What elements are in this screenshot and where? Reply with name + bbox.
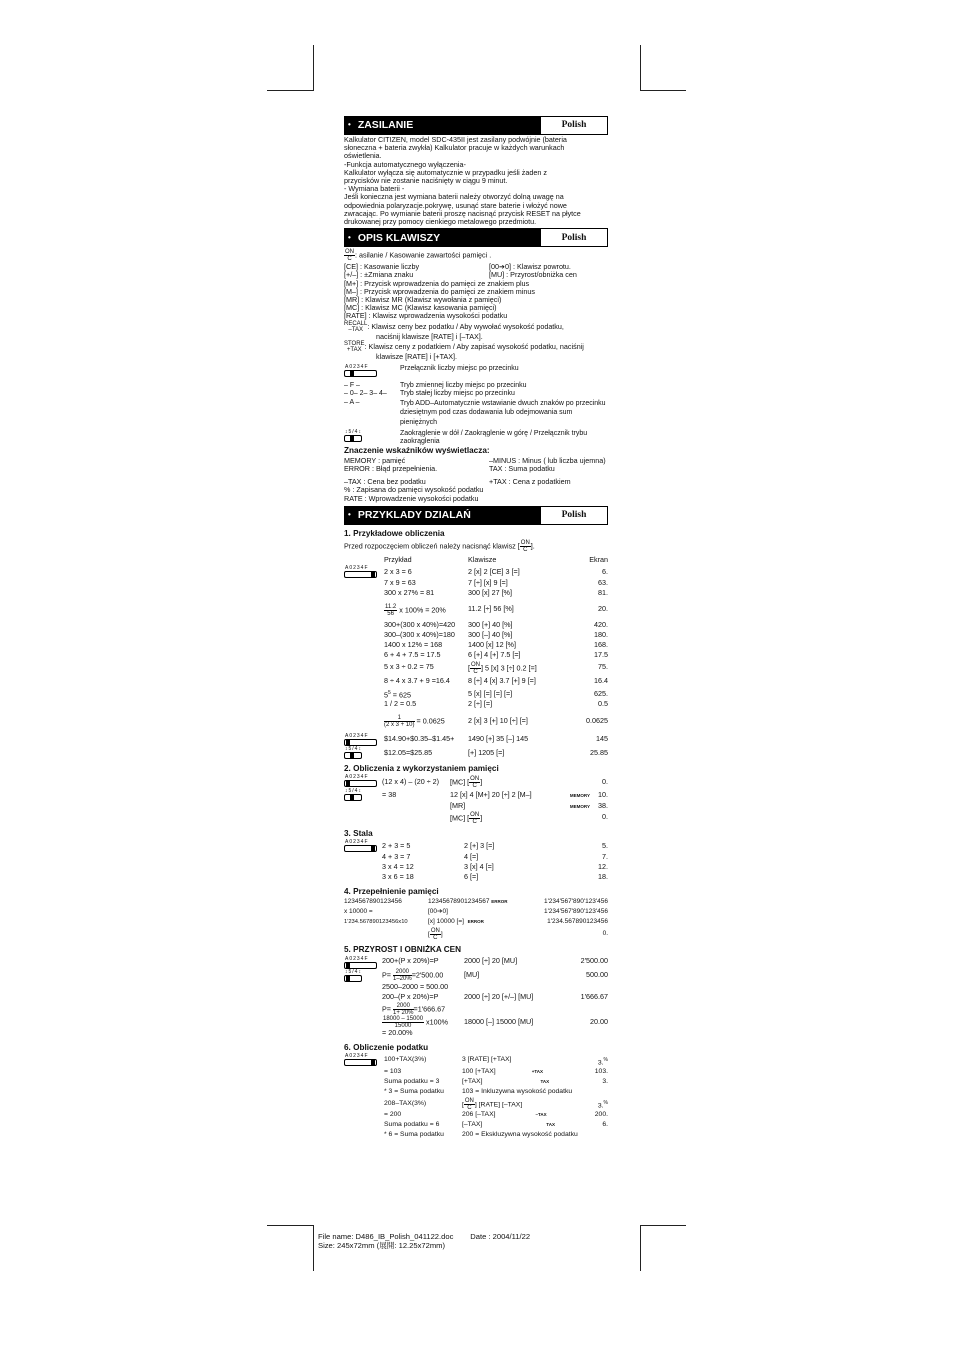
- display: 0.: [602, 929, 608, 937]
- keys: 200 = Ekskluzywna wysokość podatku: [462, 1131, 578, 1139]
- example: [384, 715, 468, 728]
- text: –MINUS : Minus ( lub liczba ujemna): [489, 455, 606, 465]
- section-header-opis: • OPIS KLAWISZY Polish: [344, 228, 608, 247]
- round-switch-icon: ↕5/4↕: [344, 789, 376, 800]
- text-line: % : Zapisana do pamięci wysokość podatku: [344, 485, 484, 495]
- display: 5.: [602, 840, 608, 850]
- text-line: zwracając. Po wymianie baterii proszę nacisnąć przycisk RESET na płytce: [344, 208, 581, 218]
- display: 500.00: [586, 969, 608, 979]
- display: 6.: [602, 566, 608, 576]
- fraction: [384, 604, 397, 617]
- fraction: [384, 715, 415, 728]
- example: 2 x 3 = 6: [384, 566, 412, 576]
- example: Suma podatku = 3: [384, 1078, 440, 1086]
- tax-indicator: TAX: [540, 1079, 550, 1085]
- subsection-title: 5. PRZYROST I OBNIŻKA CEN: [344, 945, 462, 955]
- example: P= $\frac{2000}{1-20\%}$ =2'500.00: [382, 969, 444, 983]
- display: 1'234'567'890'123'456: [543, 898, 608, 906]
- text-line: oświetlenia.: [344, 151, 382, 161]
- decimal-switch-icon: A0234F: [344, 840, 376, 851]
- keys: 300 [x] 27 [%]: [468, 588, 512, 598]
- display: 0.: [602, 776, 608, 786]
- text: 3.: [597, 1058, 604, 1066]
- decimal-switch-icon: A0234F: [344, 957, 376, 968]
- display: 3.: [602, 1078, 608, 1086]
- text: 206 [–TAX]: [462, 1111, 496, 1119]
- on-c-key-icon: $\frac{ON}{C}$: [520, 540, 530, 553]
- text: – 0– 2– 3– 4–: [344, 390, 387, 398]
- denominator: 56: [387, 610, 394, 617]
- decimal-switch-icon: A0234F: [344, 775, 376, 786]
- example: = 20.00%: [382, 1028, 413, 1038]
- text: : asilanie / Kasowanie zawartości pamięci .: [355, 250, 492, 260]
- example: 2500–2000 = 500.00: [382, 982, 449, 992]
- text-line: [MC] : Klawisz MC (Klawisz kasowania pamięci): [344, 303, 497, 313]
- display: 3.%: [597, 1100, 608, 1110]
- keys: 1490 [+] 35 [–] 145: [468, 734, 529, 744]
- power-text: [344, 136, 608, 226]
- text: MEMORY : pamięć: [344, 455, 406, 465]
- example: $\frac{18000 - 15000}{15000}$ x100%: [383, 1016, 449, 1030]
- text-line: -Funkcja automatycznego wyłączenia-: [344, 159, 466, 169]
- language-label: Polish: [540, 506, 608, 525]
- decimal-switch-icon: A0234F: [344, 1054, 376, 1065]
- example: 6 + 4 + 7.5 = 17.5: [384, 650, 441, 660]
- crop-mark: [267, 90, 313, 91]
- keys: 3 [RATE] [+TAX]: [462, 1056, 512, 1064]
- text-line: - Wymiana baterii -: [344, 184, 405, 194]
- text: [CE] : Kasowanie liczby: [344, 262, 420, 272]
- display: 6.: [602, 1121, 608, 1129]
- examples-table-1: [344, 556, 608, 760]
- keys: [428, 918, 512, 928]
- crop-mark: [640, 90, 686, 91]
- examples-table-2: [344, 775, 608, 824]
- display: 0.: [602, 812, 608, 822]
- intro-line: Przed rozpoczęciem obliczeń należy nacisnąć klawisz [ $\frac{ON}{C}$ ].: [344, 540, 535, 553]
- text: +TAX : Cena z podatkiem: [489, 477, 571, 487]
- keys: [462, 1078, 582, 1088]
- text: 3.: [597, 1102, 604, 1110]
- keys: 6 [=]: [464, 872, 479, 882]
- example: 1400 x 12% = 168: [384, 640, 443, 650]
- display: 7.: [602, 852, 608, 862]
- keys: [MR]: [450, 800, 466, 810]
- keys: 7 [÷] [x] 9 [=]: [468, 578, 508, 588]
- keys: [ $\frac{ON}{C}$ ] 5 [x] 3 [÷] 0.2 [=]: [468, 661, 537, 675]
- display: [550, 802, 608, 812]
- exponent: 5: [388, 690, 391, 697]
- text-line: Jeśli konieczna jest wymiana baterii należy otworzyć dolną uwagę na: [344, 192, 564, 202]
- display: 1'666.67: [580, 992, 608, 1002]
- decimal-switch-desc: [344, 365, 608, 379]
- text-line: odpowiednia polaryzacje.pokrywę, usunąć stare baterie i włożyć nowe: [344, 200, 567, 210]
- keys: [ $\frac{ON}{C}$ ] [RATE] [–TAX]: [462, 1098, 523, 1112]
- minus-tax-indicator: –TAX: [535, 1112, 547, 1118]
- example: 300 x 27% = 81: [384, 588, 435, 598]
- examples-table-3: [344, 840, 608, 883]
- subsection-title: 6. Obliczenie podatku: [344, 1043, 429, 1053]
- keys: [ $\frac{ON}{C}$ ]: [428, 928, 443, 942]
- text: [MU] : Przyrost/obniżka cen: [489, 270, 577, 280]
- text-line: słoneczna + bateria zwykła) Kalkulator pracuje w każdych warunkach: [344, 143, 565, 153]
- text: Przed rozpoczęciem obliczeń należy nacisnąć klawisz [: [344, 541, 520, 551]
- text: x 100% = 20%: [399, 605, 446, 615]
- decimal-switch-icon: A0234F: [344, 365, 376, 376]
- keys: [MC] [ $\frac{ON}{C}$ ]: [450, 811, 483, 825]
- display: 145: [596, 734, 608, 744]
- keys: 6 [+] 4 [+] 7.5 [=]: [468, 650, 521, 660]
- decimal-switch-icon: A0234F: [344, 734, 376, 745]
- file-name: File name: D486_IB_Polish_041122.doc: [318, 1232, 454, 1241]
- display: 20.00: [590, 1016, 608, 1026]
- recall-key-icon: RECALL –TAX: [344, 320, 368, 333]
- manual-page: [344, 114, 608, 1141]
- display: 63.: [598, 578, 608, 588]
- example: 5 x 3 ÷ 0.2 = 75: [384, 662, 434, 672]
- display: [550, 791, 608, 801]
- keys: 2 [x] 2 [CE] 3 [=]: [468, 566, 520, 576]
- example: 1'234.5678901234​56x10: [344, 919, 408, 926]
- tax-indicator: TAX: [546, 1122, 555, 1128]
- example: 2 + 3 = 5: [382, 840, 411, 850]
- text: [MC] [: [450, 813, 470, 823]
- text: : Klawisz ceny bez podatku / Aby wywołać wysokość podatku,: [367, 321, 564, 331]
- keys: 2000 [÷] 20 [+/–] [MU]: [464, 992, 534, 1002]
- keys: [MC] [ $\frac{ON}{C}$ ]: [450, 776, 483, 790]
- round-switch-icon: ↕5/4↕: [344, 430, 376, 441]
- example: 100+TAX(3%): [384, 1056, 427, 1064]
- text: ERROR : Błąd przepełnienia.: [344, 463, 438, 473]
- section-title: OPIS KLAWISZY: [357, 231, 441, 244]
- on-c-key-icon: $\frac{ON}{C}$: [470, 776, 480, 790]
- denominator: (2 x 3 + 10): [384, 722, 415, 729]
- keys: [+] 1205 [=]: [468, 747, 505, 757]
- crop-mark: [313, 45, 314, 91]
- text-line: Kalkulator CITIZEN, model SDC-435II jest zasilany podwójnie (bateria: [344, 135, 567, 144]
- on-c-key-icon: $\frac{ON}{C}$: [471, 661, 480, 675]
- text: x100%: [426, 1017, 449, 1027]
- on-c-key-icon: $\frac{ON}{C}$: [470, 811, 480, 825]
- crop-mark: [267, 1225, 313, 1226]
- example: 3 x 6 = 18: [382, 872, 414, 882]
- examples-table-4: [344, 898, 608, 941]
- example: 208–TAX(3%): [384, 1099, 427, 1107]
- key-descriptions: [344, 249, 608, 503]
- text: [–TAX]: [462, 1121, 483, 1129]
- text: [00➔0] : Klawisz powrotu.: [489, 262, 571, 272]
- example: * 6 = Suma podatku: [384, 1131, 444, 1139]
- text: =2'500.00: [411, 970, 444, 980]
- example: 7 x 9 = 63: [384, 578, 416, 588]
- text-line: klawisze [RATE] i [+TAX].: [376, 351, 458, 361]
- text: [: [428, 931, 430, 939]
- display: 200.: [594, 1111, 608, 1119]
- memory-indicator: MEMORY: [569, 792, 590, 798]
- text: 100 [+TAX]: [462, 1068, 496, 1076]
- crop-mark: [640, 45, 641, 91]
- text-line: [M–] : Przycisk wprowadzenia do pamięci ze znakiem minus: [344, 286, 535, 296]
- decimal-switch-icon: A0234F: [344, 566, 376, 577]
- mode-f: [344, 382, 608, 390]
- text: [+TAX]: [462, 1078, 483, 1086]
- round-switch-icon: ↕5/4↕: [344, 970, 376, 981]
- example: Suma podatku = 6: [384, 1121, 440, 1129]
- date: Date : 2004/11/22: [470, 1232, 531, 1241]
- example: 200–(P x 20%)=P: [382, 992, 439, 1002]
- example: 300–(300 x 40%)=180: [384, 630, 455, 640]
- text: 12345678901234567: [428, 898, 490, 906]
- example: 1 / 2 = 0.5: [384, 698, 417, 708]
- crop-mark: [640, 1225, 641, 1271]
- example: $5^5 = 625$: [384, 690, 411, 700]
- text: 5 [x] 3 [÷] 0.2 [=]: [485, 663, 537, 673]
- round-switch-icon: ↕5/4↕: [344, 747, 376, 758]
- text: = 0.0625: [416, 716, 445, 726]
- example: = 38: [382, 789, 397, 799]
- display: 420.: [594, 620, 608, 630]
- keys: 2 [÷] [=]: [468, 698, 493, 708]
- column-header: Ekran: [589, 555, 608, 564]
- example: = 200: [384, 1111, 402, 1119]
- keys: 4 [=]: [464, 852, 479, 862]
- text: Zaokrąglenie w dół / Zaokrąglenie w górę / Przełącznik trybu zaokrąglenia: [400, 430, 588, 446]
- display: 18.: [598, 872, 608, 882]
- example: 4 + 3 = 7: [382, 852, 411, 862]
- text-line: [MR] : Klawisz MR (Klawisz wywołania z pamięci): [344, 295, 502, 305]
- display: 75.: [598, 662, 608, 672]
- display: 0.0625: [586, 715, 608, 725]
- store-key-icon: STORE +TAX: [344, 340, 365, 353]
- example: 1234567890123456: [344, 898, 402, 906]
- display: 2'500.00: [580, 956, 608, 966]
- display: 3.%: [597, 1056, 608, 1066]
- section-header-przyklady: • PRZYKLADY DZIALAŃ Polish: [344, 506, 608, 525]
- example: 8 ÷ 4 x 3.7 + 9 =16.4: [384, 676, 450, 686]
- keys: 103 = Inkluzywna wysokość podatku: [462, 1088, 573, 1096]
- text-line: [RATE] : Klawisz wprowadzenia wysokości podatku: [344, 311, 508, 321]
- text: [RATE] [–TAX]: [478, 1101, 523, 1109]
- display: 625.: [594, 688, 608, 698]
- display: 180.: [594, 630, 608, 640]
- display: 1'234.5678901234​56: [547, 918, 608, 926]
- section-title: ZASILANIE: [357, 119, 414, 132]
- section-title: PRZYKLADY DZIALAŃ: [357, 509, 471, 522]
- column-header: Przykład: [384, 555, 412, 564]
- on-c-key-icon: $\frac{ON}{C}$: [464, 1098, 474, 1112]
- display: 17.5: [594, 650, 608, 660]
- error-indicator: ERROR: [467, 919, 484, 925]
- display: 25.85: [590, 747, 608, 757]
- keys: [462, 1068, 582, 1078]
- indicator-title: Znaczenie wskaźników wyświetlacza:: [344, 445, 490, 455]
- keys: [462, 1121, 582, 1131]
- text: =1'666.67: [413, 1004, 446, 1014]
- examples-table-6: [344, 1054, 608, 1141]
- example: [382, 813, 450, 823]
- text: – A –: [344, 398, 360, 406]
- text: [+/–] : ±Zmiana znaku: [344, 270, 414, 280]
- display: 81.: [598, 588, 608, 598]
- plus-tax-indicator: +TAX: [531, 1069, 543, 1075]
- keys: 8 [÷] 4 [x] 3.7 [+] 9 [=]: [468, 676, 536, 686]
- recall-line: [344, 321, 608, 333]
- example: = 103: [384, 1068, 402, 1076]
- size: Size: 245x72mm (展開: 12.25x72mm): [318, 1241, 446, 1250]
- subsection-title: 4. Przepełnienie pamięci: [344, 887, 439, 897]
- keys: 2 [+] 3 [=]: [464, 840, 495, 850]
- example: $14.90+$0.35–$1.45+: [384, 734, 455, 744]
- column-header: Klawisze: [468, 555, 497, 564]
- error-indicator: ERROR: [491, 899, 508, 905]
- keys: 2000 [÷] 20 [MU]: [464, 956, 518, 966]
- display: 0.5: [598, 698, 608, 708]
- example: 200+(P x 20%)=P: [382, 956, 439, 966]
- display: 168.: [594, 640, 608, 650]
- keys: 11.2 [÷] 56 [%]: [468, 604, 514, 614]
- example: 300+(300 x 40%)=420: [384, 620, 456, 630]
- text: 38.: [598, 800, 608, 810]
- text: [MC] [: [450, 777, 470, 787]
- keys: 5 [x] [=] [=] [=]: [468, 688, 513, 698]
- keys: [00➔0]: [428, 908, 448, 916]
- crop-mark: [313, 1225, 314, 1271]
- on-c-key-icon: $\frac{ON}{C}$: [345, 249, 354, 263]
- text: = 625: [392, 690, 411, 700]
- text-line: naciśnij klawisze [RATE] i [–TAX].: [376, 331, 483, 341]
- text: – F –: [344, 382, 360, 390]
- text: Tryb zmiennej liczby miejsc po przecinku: [400, 382, 527, 390]
- display: 1'234'567'890'123'456: [543, 908, 608, 916]
- example: x 10000 =: [344, 908, 373, 916]
- keys: 300 [–] 40 [%]: [468, 630, 513, 640]
- keys: 300 [+] 40 [%]: [468, 620, 513, 630]
- text: Tryb stałej liczby miejsc po przecinku: [400, 390, 515, 398]
- example: [382, 802, 450, 812]
- indicator-row: [344, 465, 608, 473]
- text: Tryb ADD–Automatycznie wstawianie dwuch znaków po przecinku dziesiętnym pod czas dodawania lub odejmowania sum pieniężnych: [400, 399, 606, 426]
- mode-fix: [344, 390, 608, 398]
- numerator: 11.2: [385, 603, 397, 610]
- keys: [462, 1111, 582, 1121]
- round-switch-desc: [344, 430, 608, 446]
- onc-line: [344, 249, 608, 262]
- keys: 1400 [x] 12 [%]: [468, 640, 516, 650]
- section-header-zasilanie: • ZASILANIE Polish: [344, 116, 608, 135]
- text: : Klawisz ceny z podatkiem / Aby zapisać wysokość podatku, naciśnij: [364, 341, 584, 351]
- memory-indicator: MEMORY: [569, 803, 590, 809]
- on-c-key-icon: $\frac{ON}{C}$: [430, 928, 440, 942]
- crop-mark: [640, 1225, 686, 1226]
- keys: 3 [x] 4 [=]: [464, 862, 494, 872]
- example: * 3 = Suma podatku: [384, 1088, 444, 1096]
- text: Przełącznik liczby miejsc po przecinku: [400, 365, 519, 373]
- text: –TAX : Cena bez podatku: [344, 477, 426, 487]
- example: (12 x 4) – (20 ÷ 2): [382, 776, 440, 786]
- subsection-title: 3. Stala: [344, 828, 373, 838]
- text-line: przycisków nie zostanie naciśnięty w ciągu 9 minut.: [344, 176, 508, 186]
- language-label: Polish: [540, 228, 608, 247]
- numerator: 1: [384, 715, 415, 722]
- keys: [MU]: [464, 969, 480, 979]
- text-line: drukowanej przy pomocy cienkiego metalowego przedmiotu.: [344, 217, 537, 227]
- subsection-title: 2. Obliczenia z wykorzystaniem pamięci: [344, 764, 499, 774]
- keys: 18000 [–] 15000 [MU]: [464, 1016, 534, 1026]
- keys: 2 [x] 3 [+] 10 [÷] [=]: [468, 715, 528, 725]
- example: [384, 604, 468, 617]
- example: 3 x 4 = 12: [382, 862, 414, 872]
- subsection-title: 1. Przykładowe obliczenia: [344, 528, 445, 538]
- examples-table-5: [344, 957, 608, 1039]
- text: TAX : Suma podatku: [489, 463, 555, 473]
- keys: 12 [x] 4 [M+] 20 [÷] 2 [M–]: [450, 789, 532, 799]
- display: 16.4: [594, 676, 608, 686]
- display: 103.: [594, 1068, 608, 1076]
- mode-a: [344, 399, 608, 428]
- text: 10.: [598, 789, 608, 799]
- text-line: Kalkulator wyłącza się automatycznie w przypadku jeśli żaden z: [344, 167, 547, 177]
- text-line: RATE : Wprowadzenie wysokości podatku: [344, 493, 479, 503]
- text-line: [M+] : Przycisk wprowadzenia do pamięci ze znakiem plus: [344, 278, 530, 288]
- display: 20.: [598, 604, 608, 614]
- display: 12.: [598, 862, 608, 872]
- example: $12.05=$25.85: [384, 747, 433, 757]
- text: [x] 10000 [=]: [428, 918, 464, 926]
- example: P= $\frac{2000}{1+ 20\%}$ =1'666.67: [382, 1003, 446, 1017]
- footer: [318, 1232, 530, 1250]
- language-label: Polish: [540, 116, 608, 135]
- keys: [428, 898, 512, 908]
